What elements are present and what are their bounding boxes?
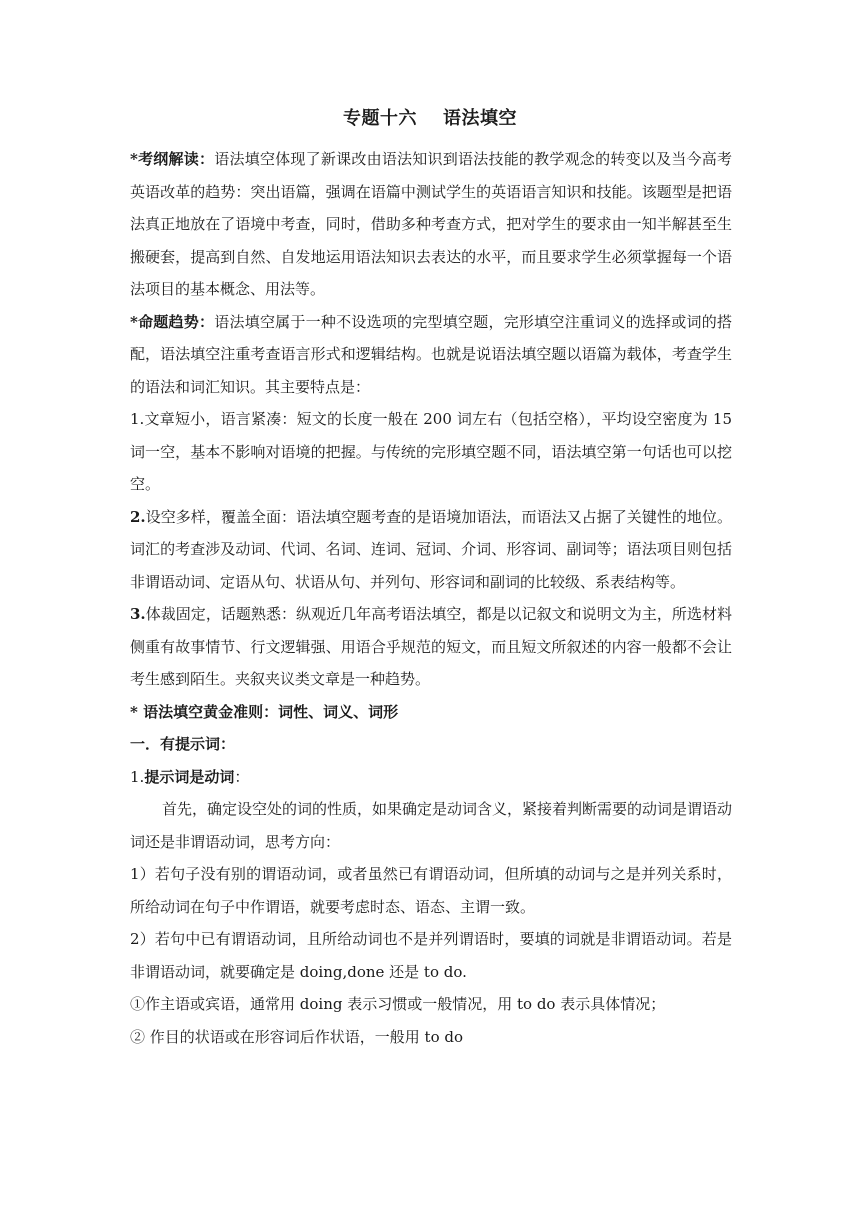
feature-1-text: 文章短小，语言紧凑：短文的长度一般在 200 词左右（包括空格），平均设空密度为 15 词一空，基本不影响对语境的把握。与传统的完形填空题不同，语法填空第一句话也可以挖空。 <box>130 410 732 493</box>
subsection-heading-1 <box>130 761 732 794</box>
outline-text: 语法填空体现了新课改由语法知识到语法技能的教学观念的转变以及当今高考英语改革的趋势：突出语篇，强调在语篇中测试学生的英语语言知识和技能。该题型是把语法真正地放在了语境中考查，同时，借助多种考查方式，把对学生的要求由一知半解甚至生搬硬套，提高到自然、自发地运用语法知识去表达的水平，而且要求学生必须掌握每一个语法项目的基本概念、用法等。 <box>130 150 732 298</box>
section-heading-1: 一．有提示词： <box>130 735 236 753</box>
list-item-2: 2）若句中已有谓语动词，且所给动词也不是并列谓语时，要填的词就是非谓语动词。若是非谓语动词，就要确定是 doing,done 还是 to do. <box>130 930 732 981</box>
page-title <box>0 104 860 130</box>
feature-paragraph-2 <box>130 501 732 599</box>
intro-paragraph: 首先，确定设空处的词的性质，如果确定是动词含义，紧接着判断需要的动词是谓语动词还是非谓语动词，思考方向： <box>130 800 733 851</box>
trend-paragraph <box>130 306 732 404</box>
title-topic-number: 专题十六 <box>343 108 417 129</box>
outline-paragraph <box>130 143 732 306</box>
golden-rule-heading: * 语法填空黄金准则：词性、词义、词形 <box>130 702 399 721</box>
feature-2-text: 设空多样，覆盖全面：语法填空题考查的是语境加语法，而语法又占据了关键性的地位。词汇的考查涉及动词、代词、名词、连词、冠词、介词、形容词、副词等；语法项目则包括非谓语动词、定语从句、状语从句、并列句、形容词和副词的比较级、系表结构等。 <box>130 507 732 591</box>
subsection-1-label: 提示词是动词 <box>144 767 235 786</box>
circled-item-1: ①作主语或宾语，通常用 doing 表示习惯或一般情况，用 to do 表示具体情况； <box>130 995 666 1013</box>
trend-label: *命题趋势： <box>130 312 215 331</box>
list-item-1: 1）若句子没有别的谓语动词，或者虽然已有谓语动词，但所填的动词与之是并列关系时，所给动词在句子中作谓语，就要考虑时态、语态、主谓一致。 <box>130 865 732 916</box>
circled-item-2: ② 作目的状语或在形容词后作状语，一般用 to do <box>130 1027 463 1046</box>
subsection-1-colon: ： <box>234 767 250 786</box>
feature-paragraph-1 <box>130 403 732 501</box>
document-body <box>130 143 732 1053</box>
feature-1-number: 1. <box>130 410 145 428</box>
feature-2-number: 2. <box>130 507 146 526</box>
feature-3-text: 体裁固定，话题熟悉：纵观近几年高考语法填空，都是以记叙文和说明文为主，所选材料侧重有故事情节、行文逻辑强、用语合乎规范的短文，而且短文所叙述的内容一般都不会让考生感到陌生。夹叙夹议类文章是一种趋势。 <box>130 605 732 688</box>
subsection-1-number: 1. <box>130 767 145 786</box>
feature-paragraph-3 <box>130 598 732 696</box>
title-topic-name: 语法填空 <box>443 108 517 129</box>
feature-3-number: 3. <box>130 605 146 623</box>
trend-text: 语法填空属于一种不设选项的完型填空题，完形填空注重词义的选择或词的搭配，语法填空注重考查语言形式和逻辑结构。也就是说语法填空题以语篇为载体，考查学生的语法和词汇知识。其主要特点是： <box>130 312 732 396</box>
outline-label: *考纲解读： <box>130 150 215 168</box>
